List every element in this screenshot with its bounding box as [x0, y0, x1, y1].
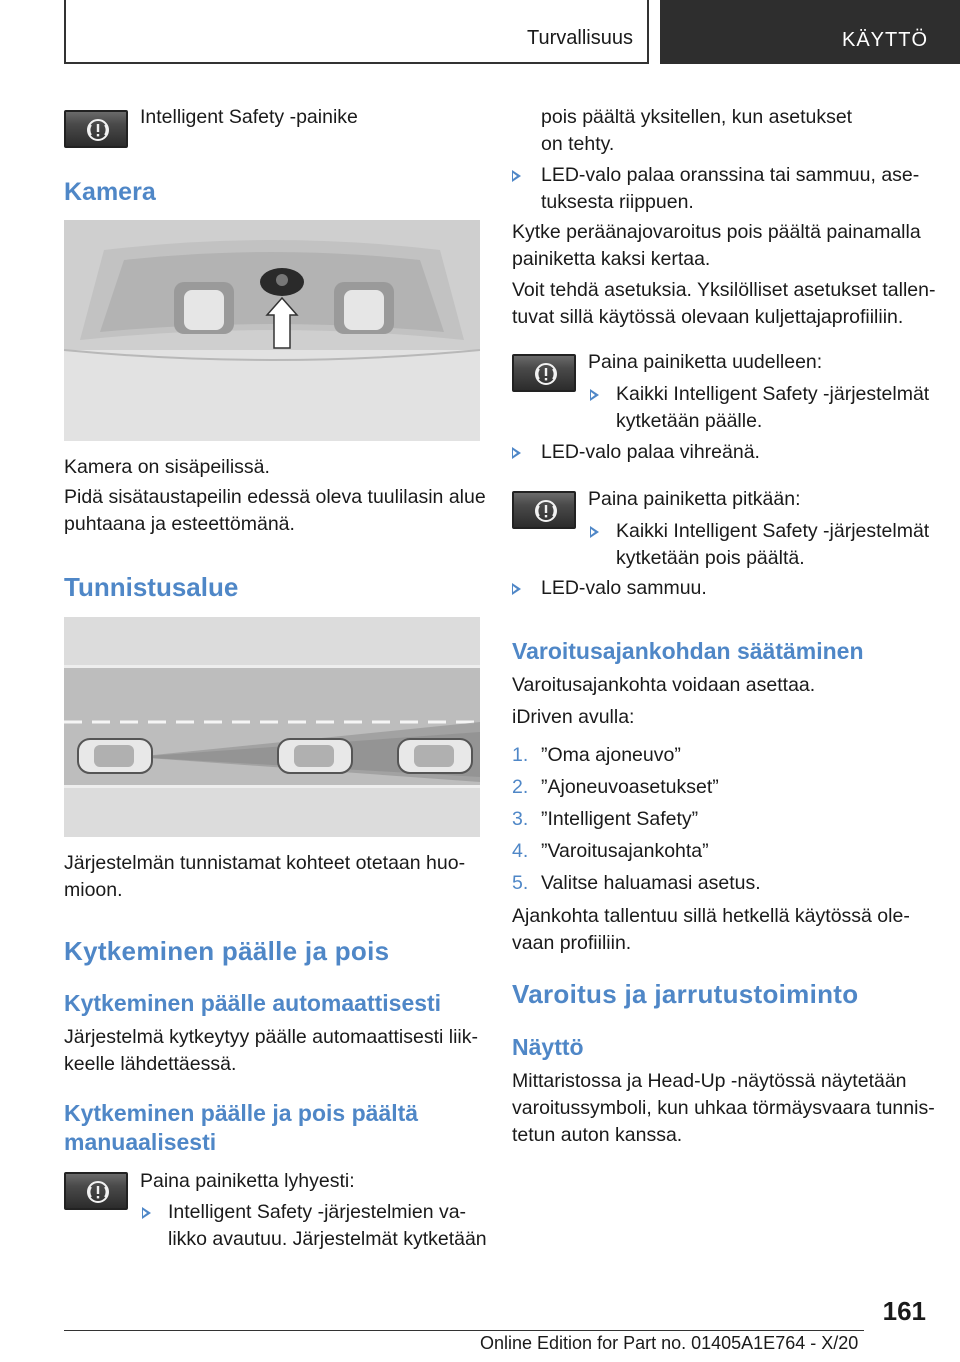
- warning-triangle-icon: [84, 1179, 112, 1205]
- settings-line1: Voit tehdä asetuksia. Yksilölliset asetukset tallen-: [512, 279, 936, 301]
- intelligent-safety-button-icon-3: [512, 354, 576, 392]
- timing-saved-line1: Ajankohta tallentuu sillä hetkellä käytössä ole-: [512, 905, 910, 927]
- detected-car-1: [278, 739, 352, 773]
- settings-line2: tuvat sillä käytössä olevaan kuljettajaprofiiliin.: [512, 306, 904, 328]
- header-chapter-title: KÄYTTÖ: [841, 29, 928, 51]
- footer-edition: Online Edition for Part no. 01405A1E764 - X/20: [480, 1333, 859, 1353]
- detect-caption-line2: mioon.: [64, 879, 123, 901]
- bullet-triangle-icon: [512, 170, 521, 182]
- intelligent-safety-button-icon-4: [512, 491, 576, 529]
- heading-manual-line2: manuaalisesti: [64, 1129, 217, 1155]
- display-line2: varoitussymboli, kun uhkaa törmäysvaara tunnis-: [512, 1097, 935, 1119]
- heading-manual-line1: Kytkeminen päälle ja pois päältä: [64, 1100, 419, 1126]
- list-item: 1. ”Oma ajoneuvo”: [512, 744, 681, 766]
- list-item: 4. ”Varoitusajankohta”: [512, 840, 709, 862]
- own-car: [78, 739, 152, 773]
- header-section-tab: [64, 0, 649, 64]
- press-again-text: Paina painiketta uudelleen:: [588, 351, 823, 373]
- bullet-triangle-icon: [590, 389, 599, 401]
- page-number: 161: [882, 1296, 926, 1326]
- continued-line1: pois päältä yksitellen, kun asetukset: [541, 106, 853, 128]
- press-short-text: Paina painiketta lyhyesti:: [140, 1170, 355, 1192]
- heading-tunnistusalue: Tunnistusalue: [64, 572, 239, 602]
- detected-car-2: [398, 739, 472, 773]
- header-section-title: Turvallisuus: [527, 27, 633, 49]
- detection-area-illustration: [64, 617, 480, 837]
- display-line1: Mittaristossa ja Head-Up -näytössä näytetään: [512, 1070, 907, 1092]
- bullet-triangle-icon: [512, 447, 521, 459]
- heading-kytkeminen: Kytkeminen päälle ja pois: [64, 936, 390, 966]
- intelligent-safety-button-icon-2: [64, 1172, 128, 1210]
- warning-triangle-icon: [532, 498, 560, 524]
- auto-text-line1: Järjestelmä kytkeytyy päälle automaattisesti liik-: [64, 1026, 478, 1048]
- continued-line2: on tehty.: [541, 133, 615, 155]
- idrive-text: iDriven avulla:: [512, 706, 635, 728]
- auto-text-line2: keelle lähdettäessä.: [64, 1053, 237, 1075]
- timing-saved-line2: vaan profiiliin.: [512, 932, 632, 954]
- camera-note-line1: Pidä sisätaustapeilin edessä oleva tuulilasin alue: [64, 486, 486, 508]
- bullet-triangle-icon: [142, 1207, 151, 1219]
- intelligent-safety-button-icon: [64, 110, 128, 148]
- bullet-triangle-icon: [512, 583, 521, 595]
- heading-warning: Varoitus ja jarrutustoiminto: [512, 979, 859, 1009]
- rear-warning-line1: Kytke peräänajovaroitus pois päältä painamalla: [512, 221, 921, 243]
- list-item: 3. ”Intelligent Safety”: [512, 808, 699, 830]
- rear-warning-line2: painiketta kaksi kertaa.: [512, 248, 711, 270]
- press-long-text: Paina painiketta pitkään:: [588, 488, 801, 510]
- heading-kamera: Kamera: [64, 178, 156, 206]
- timing-intro: Varoitusajankohta voidaan asettaa.: [512, 674, 816, 696]
- warning-triangle-icon: [84, 117, 112, 143]
- display-line3: tetun auton kanssa.: [512, 1124, 683, 1146]
- camera-caption: Kamera on sisäpeilissä.: [64, 456, 270, 478]
- detect-caption-line1: Järjestelmän tunnistamat kohteet otetaan huo-: [64, 852, 466, 874]
- camera-note-line2: puhtaana ja esteettömänä.: [64, 513, 295, 535]
- heading-display: Näyttö: [512, 1034, 584, 1060]
- bullet-triangle-icon: [590, 526, 599, 538]
- list-item: 2. ”Ajoneuvoasetukset”: [512, 776, 719, 798]
- header-chapter-tab: [660, 0, 960, 64]
- heading-auto: Kytkeminen päälle automaattisesti: [64, 990, 442, 1016]
- list-item: 5. Valitse haluamasi asetus.: [512, 872, 761, 894]
- footer-divider: [64, 1330, 864, 1331]
- button-caption: Intelligent Safety -painike: [140, 106, 358, 128]
- heading-timing: Varoitusajankohdan säätäminen: [512, 638, 864, 664]
- camera-illustration: [64, 220, 480, 441]
- warning-triangle-icon: [532, 361, 560, 387]
